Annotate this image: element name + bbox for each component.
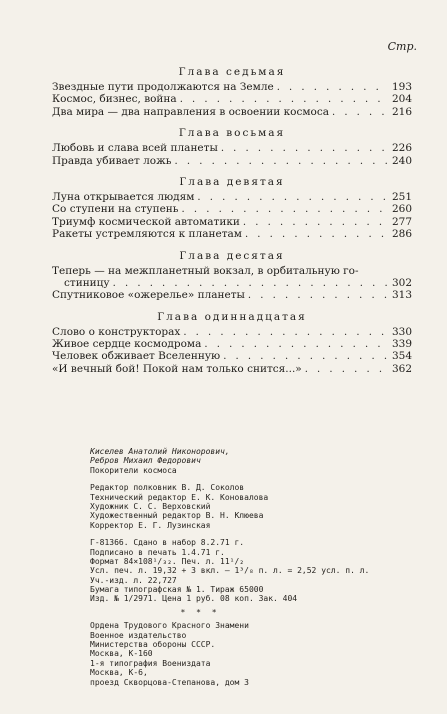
publisher-line: Министерства обороны СССР. bbox=[90, 640, 216, 650]
toc-page-number: 362 bbox=[391, 362, 412, 375]
toc-page-number: 251 bbox=[391, 190, 412, 203]
toc-leader-dots bbox=[183, 327, 387, 339]
credit-line: Технический редактор Е. К. Коновалова bbox=[90, 492, 269, 502]
toc-entry-title: Спутниковое «ожерелье» планеты bbox=[52, 289, 245, 302]
author-line: Киселев Анатолий Никонорович, bbox=[90, 447, 230, 456]
toc-entry-title: Человек обживает Вселенную bbox=[52, 350, 221, 363]
toc-leader-dots bbox=[197, 192, 387, 204]
toc-page-number: 302 bbox=[391, 276, 412, 289]
toc-page-number: 330 bbox=[391, 325, 412, 338]
publisher-line: 1-я типография Воениздата bbox=[90, 658, 211, 668]
toc-entry-title: Ракеты устремляются к планетам bbox=[52, 228, 242, 241]
toc-entry-title: Любовь и слава всей планеты bbox=[52, 142, 218, 155]
toc-entry-title: Со ступени на ступень bbox=[52, 203, 179, 216]
author-line: Ребров Михаил Федорович bbox=[90, 456, 201, 466]
toc-entry bbox=[52, 155, 412, 167]
toc-entry bbox=[52, 142, 412, 154]
toc-entry bbox=[52, 289, 412, 301]
toc-page-number: 240 bbox=[391, 154, 412, 167]
toc-entry bbox=[52, 228, 412, 240]
toc-entry bbox=[52, 93, 412, 105]
book-title: Покорители космоса bbox=[90, 465, 177, 475]
toc-page-number: 260 bbox=[391, 203, 412, 216]
toc-page-number: 354 bbox=[391, 350, 412, 363]
print-detail-line: Г-81366. Сдано в набор 8.2.71 г. bbox=[90, 538, 245, 548]
chapter-title: Глава девятая bbox=[179, 175, 285, 188]
toc-entry-title: стиницу bbox=[64, 276, 110, 289]
toc-leader-dots bbox=[221, 143, 387, 155]
toc-entry-title: Теперь — на межпланетный вокзал, в орбитальную го- bbox=[52, 264, 359, 277]
toc-entry-title: Два мира — два направления в освоении космоса bbox=[52, 105, 329, 118]
publisher-line: Москва, К-160 bbox=[90, 649, 153, 659]
toc-page-number: 286 bbox=[391, 228, 412, 241]
toc-leader-dots bbox=[204, 339, 387, 351]
publisher-line: Ордена Трудового Красного Знамени bbox=[90, 621, 249, 631]
toc-entry-title: Звездные пути продолжаются на Земле bbox=[52, 81, 274, 93]
toc-entry bbox=[52, 81, 412, 93]
publisher-line: Москва, К-6, bbox=[90, 668, 148, 678]
toc-entry-title: Живое сердце космодрома bbox=[52, 338, 202, 351]
toc-leader-dots bbox=[243, 217, 387, 229]
separator-stars: * * * bbox=[180, 607, 220, 617]
toc-entry bbox=[52, 106, 412, 118]
toc-entry bbox=[52, 363, 412, 375]
toc-entry-title: Триумф космической автоматики bbox=[52, 215, 240, 228]
print-detail-line: Уч.-изд. л. 22,727 bbox=[90, 575, 177, 585]
toc-page-number: 204 bbox=[391, 93, 412, 106]
page-column-label: Стр. bbox=[387, 40, 417, 53]
toc-leader-dots bbox=[332, 107, 387, 119]
toc-entry bbox=[52, 203, 412, 215]
chapter-title: Глава восьмая bbox=[178, 127, 286, 140]
table-of-contents bbox=[52, 63, 412, 381]
toc-leader-dots bbox=[277, 82, 387, 94]
toc-entry bbox=[52, 216, 412, 228]
toc-leader-dots bbox=[248, 290, 387, 302]
toc-leader-dots bbox=[245, 229, 387, 241]
toc-page-number: 277 bbox=[391, 215, 412, 228]
toc-leader-dots bbox=[175, 156, 387, 168]
toc-entry bbox=[52, 326, 412, 338]
credit-line: Корректор Е. Г. Лузинская bbox=[90, 520, 211, 530]
credit-line: Художественный редактор В. Н. Клюева bbox=[90, 511, 264, 521]
print-detail-line: Формат 84×108¹/₃₂. Печ. л. 11¹/₂ bbox=[90, 556, 245, 566]
toc-page-number: 216 bbox=[391, 105, 412, 118]
imprint bbox=[90, 447, 420, 687]
toc-page-number: 339 bbox=[391, 338, 412, 351]
credit-line: Редактор полковник В. Д. Соколов bbox=[90, 483, 245, 493]
toc-entry-title: «И вечный бой! Покой нам только снится...» bbox=[52, 362, 302, 375]
toc-page-number: 226 bbox=[391, 142, 412, 155]
credit-line: Художник С. С. Верховский bbox=[90, 501, 211, 511]
print-detail-line: Бумага типографская № 1. Тираж 65000 bbox=[90, 585, 264, 595]
toc-entry-title: Правда убивает ложь bbox=[52, 154, 172, 167]
toc-entry bbox=[52, 338, 412, 350]
publisher-line: Военное издательство bbox=[90, 630, 187, 640]
toc-entry bbox=[52, 277, 412, 289]
toc-entry bbox=[52, 350, 412, 362]
toc-entry-title: Слово о конструкторах bbox=[52, 325, 181, 338]
print-detail-line: Подписано в печать 1.4.71 г. bbox=[90, 547, 225, 557]
print-detail-line: Усл. печ. л. 19,32 + 3 вкл. — 1³/₈ п. л. = 2,52 усл. п. л. bbox=[90, 566, 370, 576]
chapter-title: Глава одиннадцатая bbox=[157, 310, 307, 323]
toc-leader-dots bbox=[305, 364, 387, 376]
publisher-line: проезд Скворцова-Степанова, дом 3 bbox=[90, 677, 249, 687]
toc-entry-title: Космос, бизнес, война bbox=[52, 93, 177, 106]
toc-entry bbox=[52, 191, 412, 203]
toc-page-number: 193 bbox=[391, 81, 412, 93]
toc-entry-title: Луна открывается людям bbox=[52, 190, 195, 203]
chapter-title: Глава десятая bbox=[179, 249, 285, 262]
toc-page-number: 313 bbox=[391, 289, 412, 302]
print-detail-line: Изд. № 1/2971. Цена 1 руб. 08 коп. Зак. 404 bbox=[90, 594, 298, 604]
chapter-title: Глава седьмая bbox=[178, 66, 286, 78]
